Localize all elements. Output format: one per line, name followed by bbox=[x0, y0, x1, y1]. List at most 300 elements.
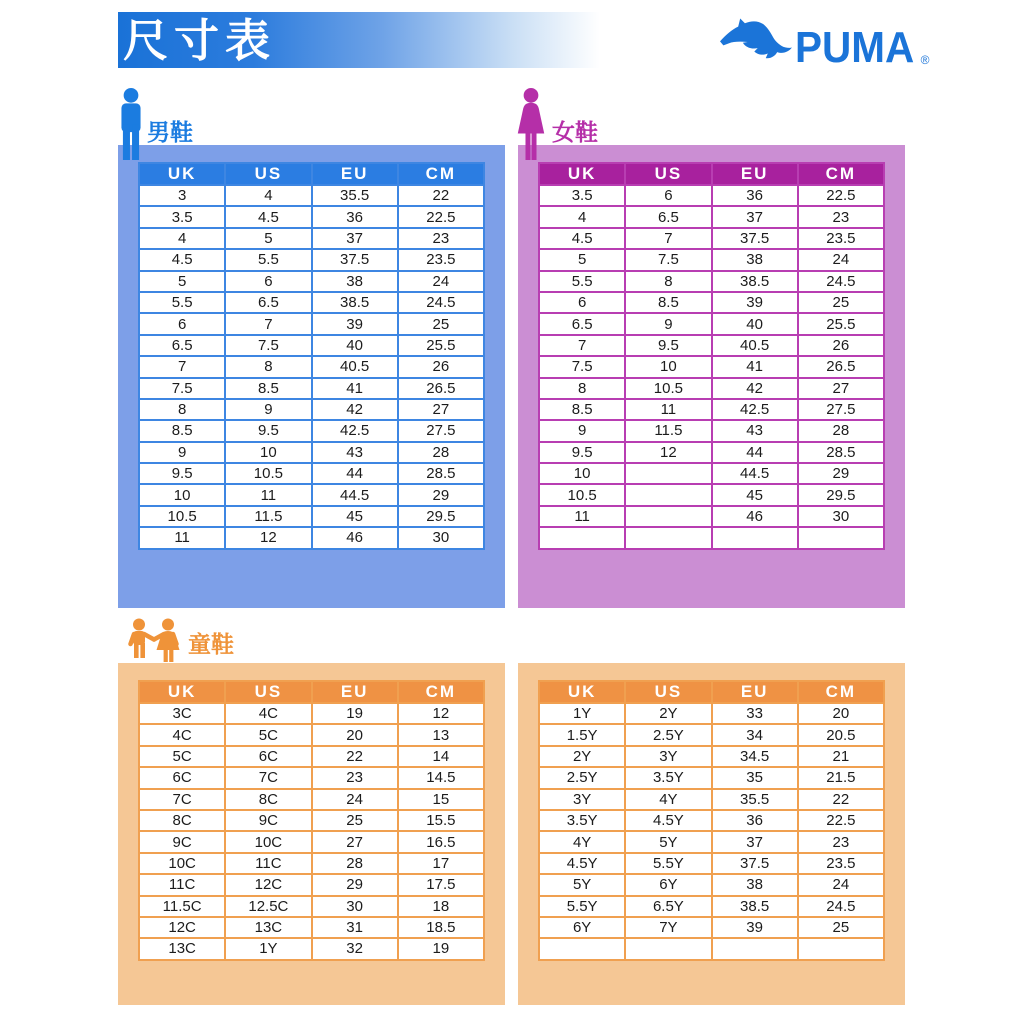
size-cell: 4 bbox=[139, 228, 225, 249]
table-row bbox=[139, 228, 484, 249]
size-cell: 4.5 bbox=[139, 249, 225, 270]
table-row bbox=[139, 420, 484, 441]
table-row bbox=[139, 484, 484, 505]
size-cell: 42.5 bbox=[312, 420, 398, 441]
size-cell: 6Y bbox=[625, 874, 711, 895]
registered-mark: ® bbox=[920, 53, 930, 67]
table-row bbox=[539, 249, 884, 270]
size-cell: 42 bbox=[312, 399, 398, 420]
size-cell: 7.5 bbox=[139, 378, 225, 399]
size-cell: 17 bbox=[398, 853, 484, 874]
size-cell: 41 bbox=[712, 356, 798, 377]
size-cell: 9C bbox=[139, 831, 225, 852]
size-cell: 34 bbox=[712, 724, 798, 745]
table-row bbox=[539, 896, 884, 917]
size-cell bbox=[712, 527, 798, 548]
size-cell: 7.5 bbox=[625, 249, 711, 270]
size-cell bbox=[625, 506, 711, 527]
size-cell: 3.5Y bbox=[539, 810, 625, 831]
size-cell: 22.5 bbox=[798, 185, 884, 206]
size-cell bbox=[798, 938, 884, 959]
size-cell bbox=[625, 938, 711, 959]
size-cell: 19 bbox=[398, 938, 484, 959]
table-row bbox=[139, 271, 484, 292]
size-cell: 8.5 bbox=[139, 420, 225, 441]
size-cell: 29 bbox=[312, 874, 398, 895]
size-cell: 9 bbox=[539, 420, 625, 441]
puma-wordmark: PUMA bbox=[795, 22, 915, 72]
size-cell: 38 bbox=[712, 874, 798, 895]
size-cell: 3Y bbox=[625, 746, 711, 767]
size-cell: 26.5 bbox=[398, 378, 484, 399]
size-cell bbox=[539, 938, 625, 959]
size-cell: 5.5Y bbox=[539, 896, 625, 917]
size-cell: 25 bbox=[798, 292, 884, 313]
size-cell: 7 bbox=[139, 356, 225, 377]
size-cell bbox=[625, 463, 711, 484]
size-cell: 4.5Y bbox=[539, 853, 625, 874]
size-cell: 44.5 bbox=[712, 463, 798, 484]
size-cell: 22.5 bbox=[398, 206, 484, 227]
table-row bbox=[539, 874, 884, 895]
size-cell: 8.5 bbox=[225, 378, 311, 399]
table-row bbox=[539, 356, 884, 377]
table-row bbox=[539, 767, 884, 788]
size-cell: 12 bbox=[398, 703, 484, 724]
size-cell: 5C bbox=[139, 746, 225, 767]
size-cell: 1Y bbox=[225, 938, 311, 959]
size-cell: 27 bbox=[398, 399, 484, 420]
size-cell: 9.5 bbox=[225, 420, 311, 441]
size-cell: 24.5 bbox=[798, 896, 884, 917]
table-row bbox=[139, 463, 484, 484]
size-cell: 26 bbox=[398, 356, 484, 377]
size-cell: 10C bbox=[139, 853, 225, 874]
size-cell: 37 bbox=[312, 228, 398, 249]
size-cell: 11C bbox=[139, 874, 225, 895]
table-row bbox=[539, 228, 884, 249]
size-cell: 8C bbox=[225, 789, 311, 810]
size-cell: 2Y bbox=[539, 746, 625, 767]
size-cell: 10.5 bbox=[139, 506, 225, 527]
size-cell: 19 bbox=[312, 703, 398, 724]
size-cell: 3 bbox=[139, 185, 225, 206]
size-cell: 18 bbox=[398, 896, 484, 917]
table-row bbox=[139, 442, 484, 463]
size-cell: 6.5 bbox=[625, 206, 711, 227]
size-cell: 39 bbox=[312, 313, 398, 334]
size-cell: 36 bbox=[712, 185, 798, 206]
size-cell: 5 bbox=[139, 271, 225, 292]
size-cell: 6 bbox=[625, 185, 711, 206]
size-cell: 36 bbox=[312, 206, 398, 227]
table-row bbox=[139, 506, 484, 527]
size-cell: 33 bbox=[712, 703, 798, 724]
size-cell: 27 bbox=[312, 831, 398, 852]
table-row bbox=[139, 378, 484, 399]
table-row bbox=[139, 938, 484, 959]
size-cell: 4C bbox=[225, 703, 311, 724]
size-cell: 17.5 bbox=[398, 874, 484, 895]
size-cell: 7 bbox=[625, 228, 711, 249]
column-header: US bbox=[625, 681, 711, 703]
size-cell: 23.5 bbox=[798, 853, 884, 874]
table-row bbox=[139, 703, 484, 724]
size-cell: 27.5 bbox=[798, 399, 884, 420]
size-cell: 4.5Y bbox=[625, 810, 711, 831]
size-cell: 8 bbox=[139, 399, 225, 420]
size-cell: 43 bbox=[312, 442, 398, 463]
size-cell: 10 bbox=[539, 463, 625, 484]
size-cell: 4Y bbox=[625, 789, 711, 810]
table-row bbox=[539, 810, 884, 831]
size-cell: 12 bbox=[225, 527, 311, 548]
men-size-panel bbox=[118, 145, 505, 608]
table-row bbox=[539, 831, 884, 852]
size-cell: 30 bbox=[312, 896, 398, 917]
table-row bbox=[139, 831, 484, 852]
size-cell: 5 bbox=[225, 228, 311, 249]
size-cell: 18.5 bbox=[398, 917, 484, 938]
women-size-table bbox=[538, 162, 885, 550]
size-cell bbox=[625, 484, 711, 505]
size-cell: 9 bbox=[625, 313, 711, 334]
kids-c-size-table bbox=[138, 680, 485, 961]
column-header: CM bbox=[798, 681, 884, 703]
size-cell: 28 bbox=[312, 853, 398, 874]
size-cell: 26 bbox=[798, 335, 884, 356]
size-cell: 12C bbox=[139, 917, 225, 938]
size-cell bbox=[539, 527, 625, 548]
size-cell: 11.5 bbox=[225, 506, 311, 527]
size-cell: 5.5 bbox=[539, 271, 625, 292]
puma-cat-icon bbox=[718, 15, 792, 66]
size-cell: 4 bbox=[539, 206, 625, 227]
column-header: UK bbox=[539, 681, 625, 703]
size-cell: 29.5 bbox=[798, 484, 884, 505]
size-cell: 23.5 bbox=[798, 228, 884, 249]
size-cell: 10C bbox=[225, 831, 311, 852]
woman-icon bbox=[515, 88, 547, 165]
men-section-label: 男鞋 bbox=[147, 119, 193, 145]
size-cell: 28 bbox=[798, 420, 884, 441]
size-cell: 8 bbox=[225, 356, 311, 377]
women-table-header-row bbox=[539, 163, 884, 185]
column-header: CM bbox=[398, 681, 484, 703]
men-table-header-row bbox=[139, 163, 484, 185]
size-cell: 44 bbox=[712, 442, 798, 463]
column-header: UK bbox=[539, 163, 625, 185]
men-size-table bbox=[138, 162, 485, 550]
size-cell: 46 bbox=[712, 506, 798, 527]
column-header: EU bbox=[712, 681, 798, 703]
kids-y-table-header-row bbox=[539, 681, 884, 703]
size-cell: 10 bbox=[625, 356, 711, 377]
size-cell: 11.5C bbox=[139, 896, 225, 917]
table-row bbox=[139, 292, 484, 313]
size-cell: 38.5 bbox=[712, 271, 798, 292]
size-cell: 28.5 bbox=[798, 442, 884, 463]
size-cell: 32 bbox=[312, 938, 398, 959]
size-cell: 6C bbox=[225, 746, 311, 767]
size-cell: 6.5Y bbox=[625, 896, 711, 917]
table-row bbox=[539, 789, 884, 810]
size-cell: 4C bbox=[139, 724, 225, 745]
size-cell: 20 bbox=[312, 724, 398, 745]
size-cell: 9C bbox=[225, 810, 311, 831]
table-row bbox=[539, 206, 884, 227]
table-row bbox=[139, 313, 484, 334]
size-cell: 7 bbox=[539, 335, 625, 356]
size-cell bbox=[712, 938, 798, 959]
size-cell: 10 bbox=[225, 442, 311, 463]
size-cell: 5.5 bbox=[139, 292, 225, 313]
size-cell: 6.5 bbox=[225, 292, 311, 313]
size-cell: 35.5 bbox=[312, 185, 398, 206]
size-cell: 45 bbox=[312, 506, 398, 527]
table-row bbox=[139, 874, 484, 895]
size-cell: 6Y bbox=[539, 917, 625, 938]
size-cell: 5.5Y bbox=[625, 853, 711, 874]
size-cell: 20.5 bbox=[798, 724, 884, 745]
size-cell: 36 bbox=[712, 810, 798, 831]
size-cell: 22 bbox=[312, 746, 398, 767]
size-cell: 5 bbox=[539, 249, 625, 270]
kids-c-table-header-row bbox=[139, 681, 484, 703]
size-cell: 8 bbox=[539, 378, 625, 399]
table-row bbox=[539, 378, 884, 399]
size-cell: 4.5 bbox=[225, 206, 311, 227]
table-row bbox=[539, 527, 884, 548]
size-cell: 24 bbox=[798, 249, 884, 270]
size-cell: 3C bbox=[139, 703, 225, 724]
table-row bbox=[139, 185, 484, 206]
column-header: UK bbox=[139, 163, 225, 185]
kids-y-size-panel bbox=[518, 663, 905, 1005]
size-cell: 7Y bbox=[625, 917, 711, 938]
size-cell: 5Y bbox=[539, 874, 625, 895]
size-cell: 35 bbox=[712, 767, 798, 788]
size-cell: 42 bbox=[712, 378, 798, 399]
table-row bbox=[539, 185, 884, 206]
size-cell: 22.5 bbox=[798, 810, 884, 831]
size-cell: 15.5 bbox=[398, 810, 484, 831]
size-cell: 6C bbox=[139, 767, 225, 788]
size-cell: 30 bbox=[798, 506, 884, 527]
size-cell: 38.5 bbox=[712, 896, 798, 917]
size-cell: 20 bbox=[798, 703, 884, 724]
column-header: EU bbox=[312, 681, 398, 703]
size-cell bbox=[625, 527, 711, 548]
table-row bbox=[139, 853, 484, 874]
size-cell: 12 bbox=[625, 442, 711, 463]
size-cell: 23 bbox=[798, 831, 884, 852]
column-header: US bbox=[225, 163, 311, 185]
size-cell: 38 bbox=[312, 271, 398, 292]
table-row bbox=[539, 335, 884, 356]
size-cell: 10.5 bbox=[225, 463, 311, 484]
table-row bbox=[539, 271, 884, 292]
table-row bbox=[139, 206, 484, 227]
size-cell: 5.5 bbox=[225, 249, 311, 270]
size-cell: 25 bbox=[312, 810, 398, 831]
size-cell: 11 bbox=[225, 484, 311, 505]
size-cell: 25 bbox=[798, 917, 884, 938]
size-cell: 8.5 bbox=[539, 399, 625, 420]
size-cell bbox=[798, 527, 884, 548]
size-cell: 8.5 bbox=[625, 292, 711, 313]
size-cell: 44.5 bbox=[312, 484, 398, 505]
size-cell: 4Y bbox=[539, 831, 625, 852]
women-size-panel bbox=[518, 145, 905, 608]
size-cell: 30 bbox=[398, 527, 484, 548]
size-cell: 3.5Y bbox=[625, 767, 711, 788]
size-cell: 24 bbox=[312, 789, 398, 810]
table-row bbox=[139, 896, 484, 917]
size-cell: 6.5 bbox=[139, 335, 225, 356]
size-cell: 44 bbox=[312, 463, 398, 484]
column-header: EU bbox=[712, 163, 798, 185]
size-cell: 5C bbox=[225, 724, 311, 745]
size-cell: 11 bbox=[139, 527, 225, 548]
table-row bbox=[139, 249, 484, 270]
kids-c-size-panel bbox=[118, 663, 505, 1005]
size-cell: 13C bbox=[225, 917, 311, 938]
size-cell: 3.5 bbox=[539, 185, 625, 206]
table-row bbox=[539, 442, 884, 463]
size-cell: 13C bbox=[139, 938, 225, 959]
size-cell: 22 bbox=[798, 789, 884, 810]
size-cell: 25.5 bbox=[398, 335, 484, 356]
table-row bbox=[139, 335, 484, 356]
size-cell: 11 bbox=[539, 506, 625, 527]
table-row bbox=[139, 527, 484, 548]
size-cell: 2.5Y bbox=[625, 724, 711, 745]
kids-y-size-table bbox=[538, 680, 885, 961]
size-cell: 41 bbox=[312, 378, 398, 399]
column-header: CM bbox=[398, 163, 484, 185]
size-cell: 29 bbox=[798, 463, 884, 484]
size-cell: 8 bbox=[625, 271, 711, 292]
size-cell: 1.5Y bbox=[539, 724, 625, 745]
table-row bbox=[539, 917, 884, 938]
table-row bbox=[139, 810, 484, 831]
size-cell: 46 bbox=[312, 527, 398, 548]
table-row bbox=[139, 767, 484, 788]
size-cell: 3Y bbox=[539, 789, 625, 810]
size-cell: 7C bbox=[139, 789, 225, 810]
size-cell: 10 bbox=[139, 484, 225, 505]
title-banner bbox=[118, 12, 600, 68]
size-cell: 9.5 bbox=[139, 463, 225, 484]
table-row bbox=[539, 484, 884, 505]
size-cell: 5Y bbox=[625, 831, 711, 852]
size-cell: 40.5 bbox=[312, 356, 398, 377]
column-header: US bbox=[625, 163, 711, 185]
table-row bbox=[539, 506, 884, 527]
table-row bbox=[539, 420, 884, 441]
size-cell: 29.5 bbox=[398, 506, 484, 527]
size-cell: 15 bbox=[398, 789, 484, 810]
size-cell: 24.5 bbox=[398, 292, 484, 313]
column-header: EU bbox=[312, 163, 398, 185]
women-section-label: 女鞋 bbox=[552, 119, 598, 145]
size-cell: 6 bbox=[139, 313, 225, 334]
size-cell: 11 bbox=[625, 399, 711, 420]
table-row bbox=[139, 724, 484, 745]
size-cell: 24 bbox=[398, 271, 484, 292]
size-cell: 9 bbox=[225, 399, 311, 420]
size-cell: 38 bbox=[712, 249, 798, 270]
table-row bbox=[139, 356, 484, 377]
size-cell: 22 bbox=[398, 185, 484, 206]
size-cell: 37.5 bbox=[712, 853, 798, 874]
size-cell: 12.5C bbox=[225, 896, 311, 917]
size-cell: 7 bbox=[225, 313, 311, 334]
size-cell: 27 bbox=[798, 378, 884, 399]
size-cell: 28 bbox=[398, 442, 484, 463]
kids-icon bbox=[126, 618, 184, 669]
size-cell: 4.5 bbox=[539, 228, 625, 249]
size-cell: 29 bbox=[398, 484, 484, 505]
size-cell: 43 bbox=[712, 420, 798, 441]
table-row bbox=[539, 853, 884, 874]
size-cell: 37.5 bbox=[312, 249, 398, 270]
size-cell: 9 bbox=[139, 442, 225, 463]
size-cell: 37 bbox=[712, 831, 798, 852]
table-row bbox=[539, 463, 884, 484]
size-cell: 16.5 bbox=[398, 831, 484, 852]
size-cell: 23.5 bbox=[398, 249, 484, 270]
size-cell: 10.5 bbox=[539, 484, 625, 505]
size-cell: 42.5 bbox=[712, 399, 798, 420]
size-cell: 24 bbox=[798, 874, 884, 895]
size-cell: 7C bbox=[225, 767, 311, 788]
size-cell: 9.5 bbox=[625, 335, 711, 356]
size-cell: 7.5 bbox=[539, 356, 625, 377]
table-row bbox=[139, 746, 484, 767]
size-cell: 6 bbox=[539, 292, 625, 313]
size-cell: 31 bbox=[312, 917, 398, 938]
size-cell: 21 bbox=[798, 746, 884, 767]
size-cell: 39 bbox=[712, 292, 798, 313]
size-cell: 23 bbox=[312, 767, 398, 788]
size-cell: 26.5 bbox=[798, 356, 884, 377]
table-row bbox=[539, 399, 884, 420]
man-icon bbox=[117, 88, 145, 165]
page-title: 尺寸表 bbox=[123, 14, 277, 66]
size-cell: 25.5 bbox=[798, 313, 884, 334]
column-header: UK bbox=[139, 681, 225, 703]
size-cell: 3.5 bbox=[139, 206, 225, 227]
size-cell: 40.5 bbox=[712, 335, 798, 356]
size-cell: 8C bbox=[139, 810, 225, 831]
size-cell: 7.5 bbox=[225, 335, 311, 356]
size-cell: 23 bbox=[398, 228, 484, 249]
column-header: US bbox=[225, 681, 311, 703]
table-row bbox=[539, 313, 884, 334]
size-cell: 2Y bbox=[625, 703, 711, 724]
size-cell: 1Y bbox=[539, 703, 625, 724]
size-cell: 34.5 bbox=[712, 746, 798, 767]
table-row bbox=[139, 917, 484, 938]
table-row bbox=[539, 292, 884, 313]
size-cell: 9.5 bbox=[539, 442, 625, 463]
size-cell: 35.5 bbox=[712, 789, 798, 810]
size-cell: 14 bbox=[398, 746, 484, 767]
size-cell: 6.5 bbox=[539, 313, 625, 334]
table-row bbox=[139, 789, 484, 810]
